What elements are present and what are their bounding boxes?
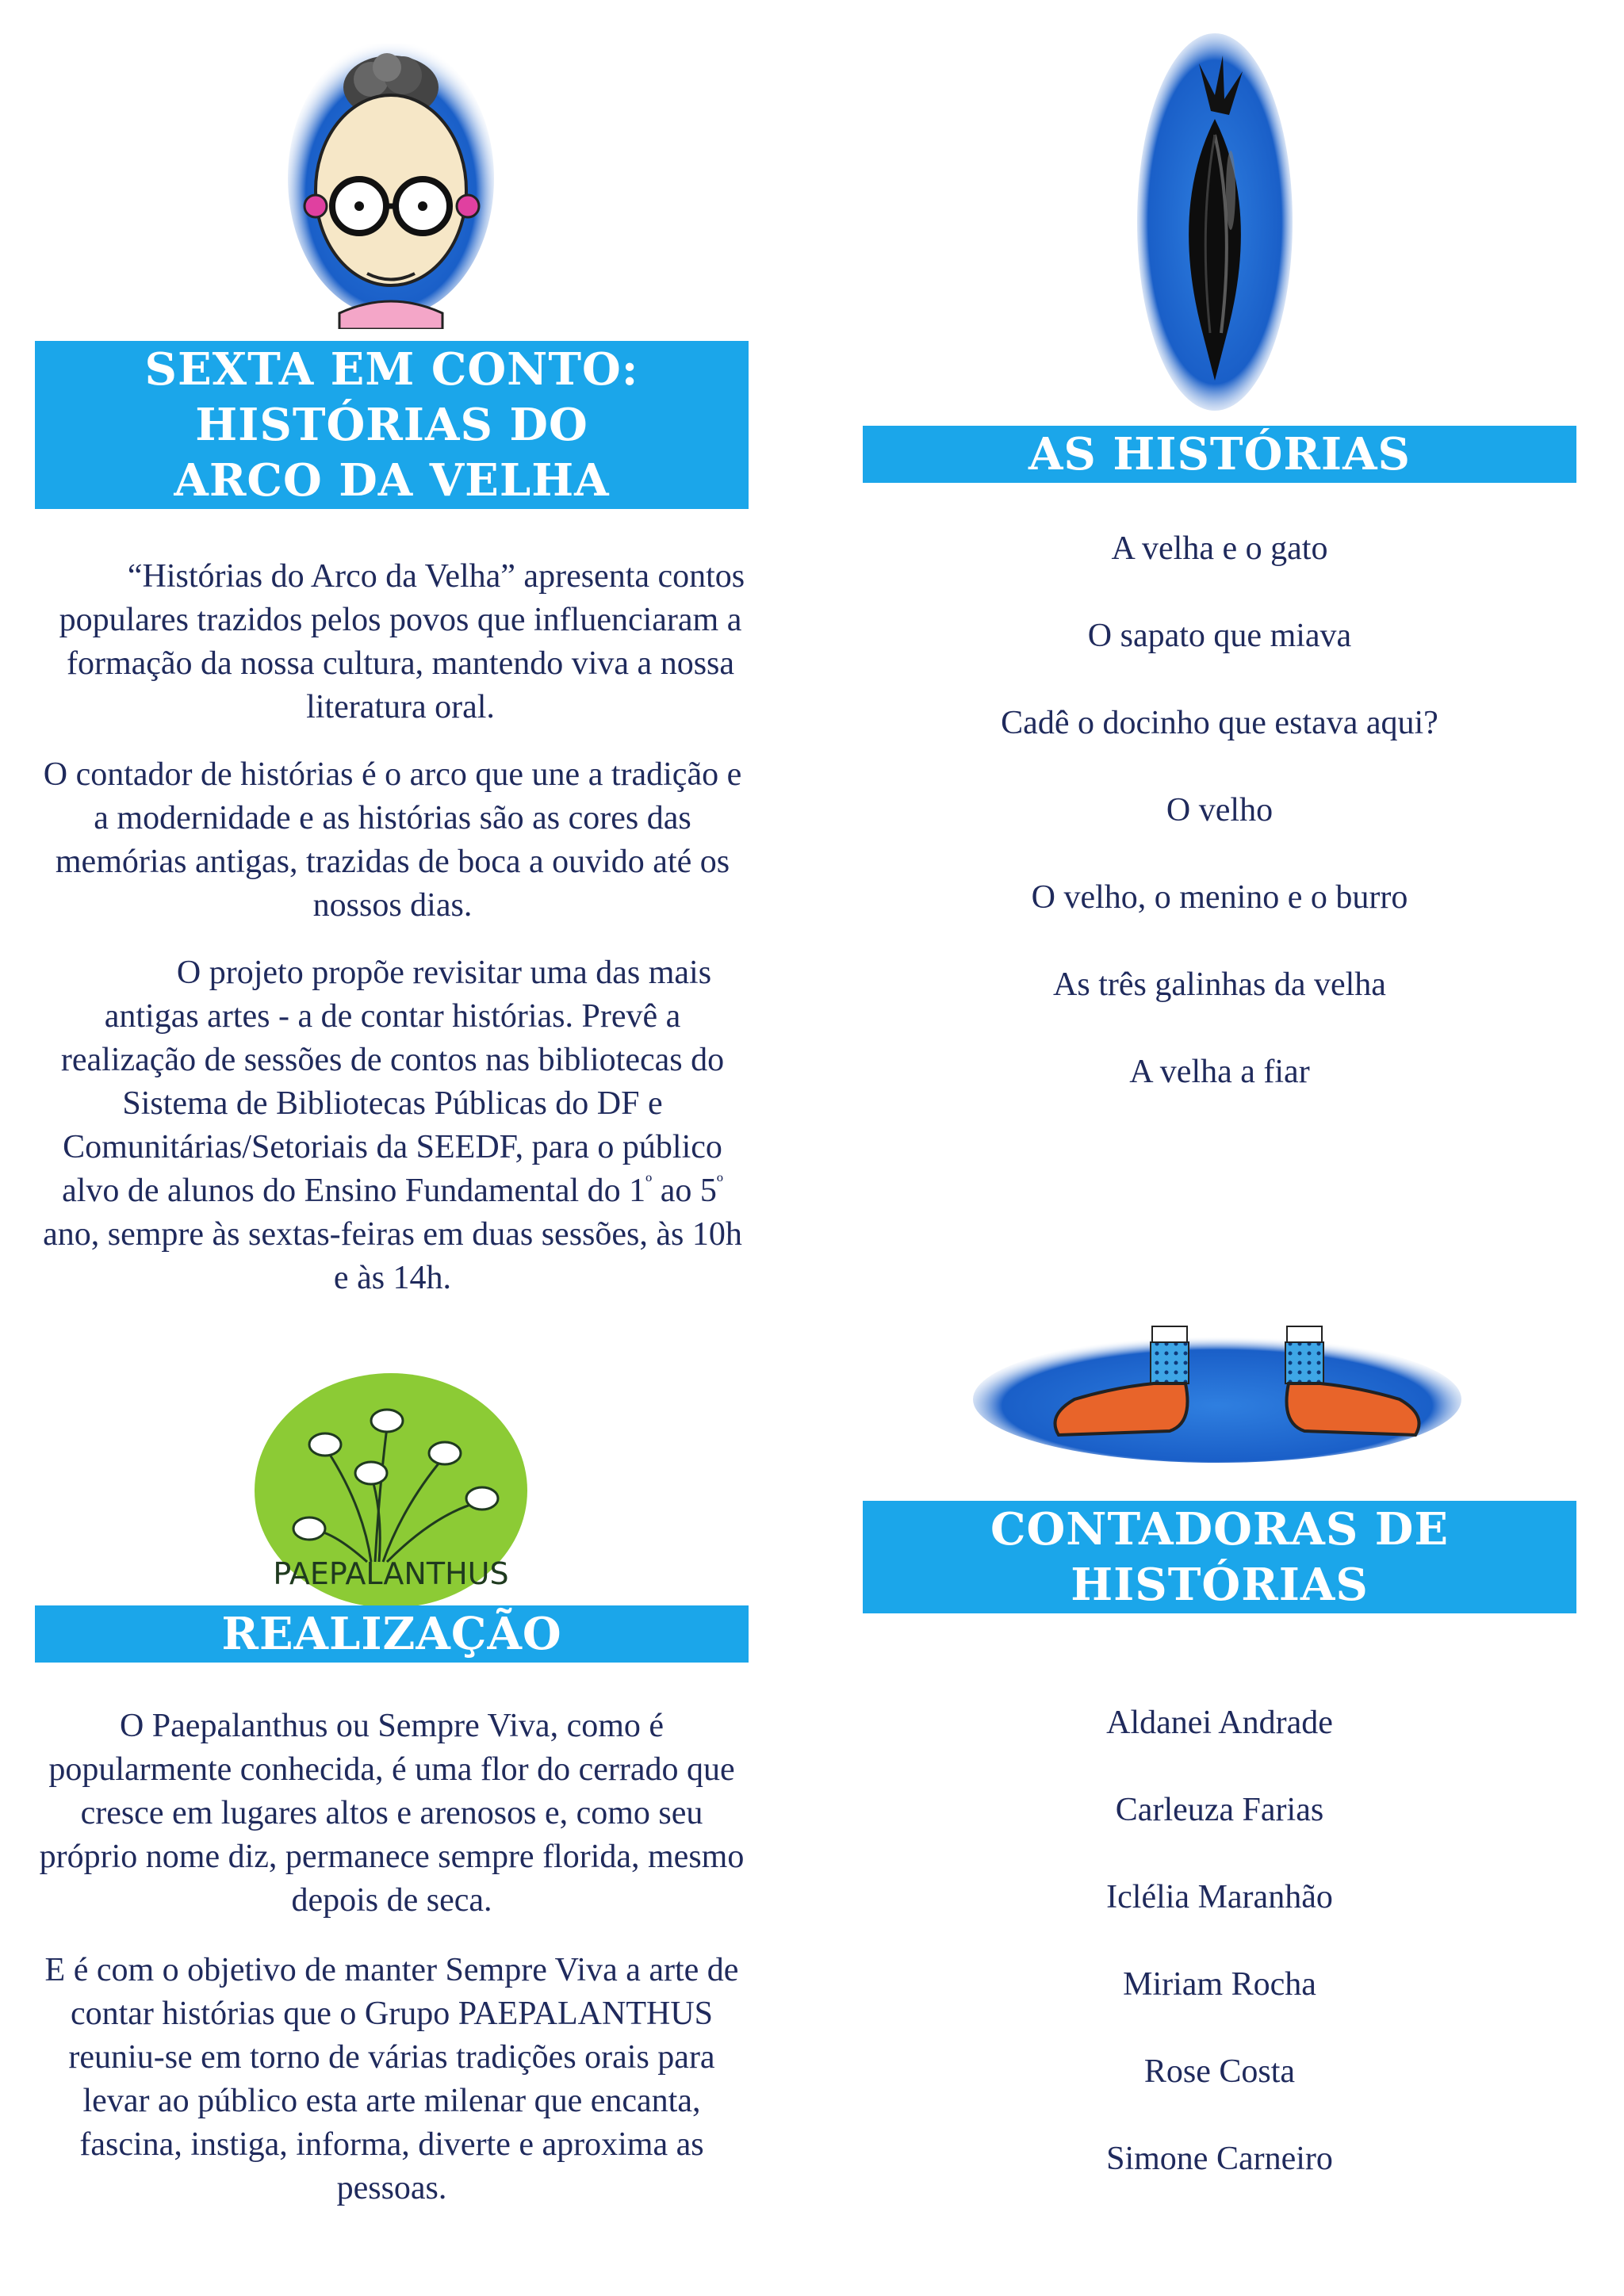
realizacao-banner (35, 1605, 749, 1663)
intro-paragraph-2: O contador de histórias é o arco que une a tradição e a modernidade e as histórias são as cores das memórias antigas, trazidas de boca a ouvido até os nossos dias. (43, 756, 742, 924)
contadora-item: Simone Carneiro (1106, 2141, 1333, 2177)
contadoras-title-line-2: HISTÓRIAS (1071, 1559, 1369, 1611)
historias-banner (863, 426, 1576, 483)
realizacao-paragraph-1: O Paepalanthus ou Sempre Viva, como é popularmente conhecida, é uma flor do cerrado que cresce em lugares altos e arenosos e, como seu próprio nome diz, permanece sempre florida, mesmo depois de seca. (39, 1708, 745, 1919)
old-woman-face-icon (284, 44, 498, 329)
historia-item: O sapato que miava (1087, 618, 1352, 654)
historia-item: A velha e o gato (1111, 530, 1328, 567)
title-banner (35, 341, 749, 509)
contadora-item: Rose Costa (1143, 2053, 1296, 2090)
historia-item: As três galinhas da velha (1053, 966, 1386, 1003)
paepalanthus-flower-logo (252, 1372, 530, 1609)
clown-shoes-icon (971, 1320, 1463, 1463)
realizacao-paragraph-2: E é com o objetivo de manter Sempre Viva a arte de contar histórias que o Grupo PAEPALANTHUS reuniu-se em torno de várias tradições orais para levar ao público esta arte milenar que encanta, fascina, instiga, informa, diverte e aproxima as pessoas. (44, 1952, 739, 2206)
logo-text: PAEPALANTHUS (273, 1556, 509, 1591)
contadoras-title-line-1: CONTADORAS DE (990, 1503, 1450, 1556)
historias-title: AS HISTÓRIAS (1028, 428, 1411, 480)
title-line-2: HISTÓRIAS DO (195, 399, 588, 451)
title-line-3: ARCO DA VELHA (174, 454, 610, 507)
intro-paragraph-3: O projeto propõe revisitar uma das mais antigas artes - a de contar histórias. Prevê a realização de sessões de contos nas bibliotecas do Sistema de Bibliotecas Públicas do DF e Comunitárias/Setoriais da SEEDF, para o público alvo de alunos do Ensino Fundamental do $1^º$ ao $5^º$ ano, sempre às sextas-feiras em duas sessões, às 10h e às 14h. (43, 955, 742, 1296)
contadora-item: Miriam Rocha (1123, 1966, 1316, 2003)
historia-item: O velho (1166, 792, 1274, 828)
contadora-item: Iclélia Maranhão (1106, 1879, 1333, 1915)
historia-item: Cadê o docinho que estava aqui? (1001, 705, 1438, 741)
title-line-1: SEXTA EM CONTO: (144, 343, 639, 396)
contadora-item: Aldanei Andrade (1106, 1705, 1333, 1741)
realizacao-title: REALIZAÇÃO (221, 1608, 562, 1660)
contadora-item: Carleuza Farias (1115, 1792, 1324, 1828)
umbrella-icon (1136, 32, 1294, 412)
contadoras-banner (863, 1501, 1576, 1613)
historia-item: O velho, o menino e o burro (1031, 879, 1408, 916)
historia-item: A velha a fiar (1129, 1054, 1310, 1090)
intro-paragraph-1: “Histórias do Arco da Velha” apresenta contos populares trazidos pelos povos que influenciaram a formação da nossa cultura, mantendo viva a nossa literatura oral. (59, 558, 745, 725)
